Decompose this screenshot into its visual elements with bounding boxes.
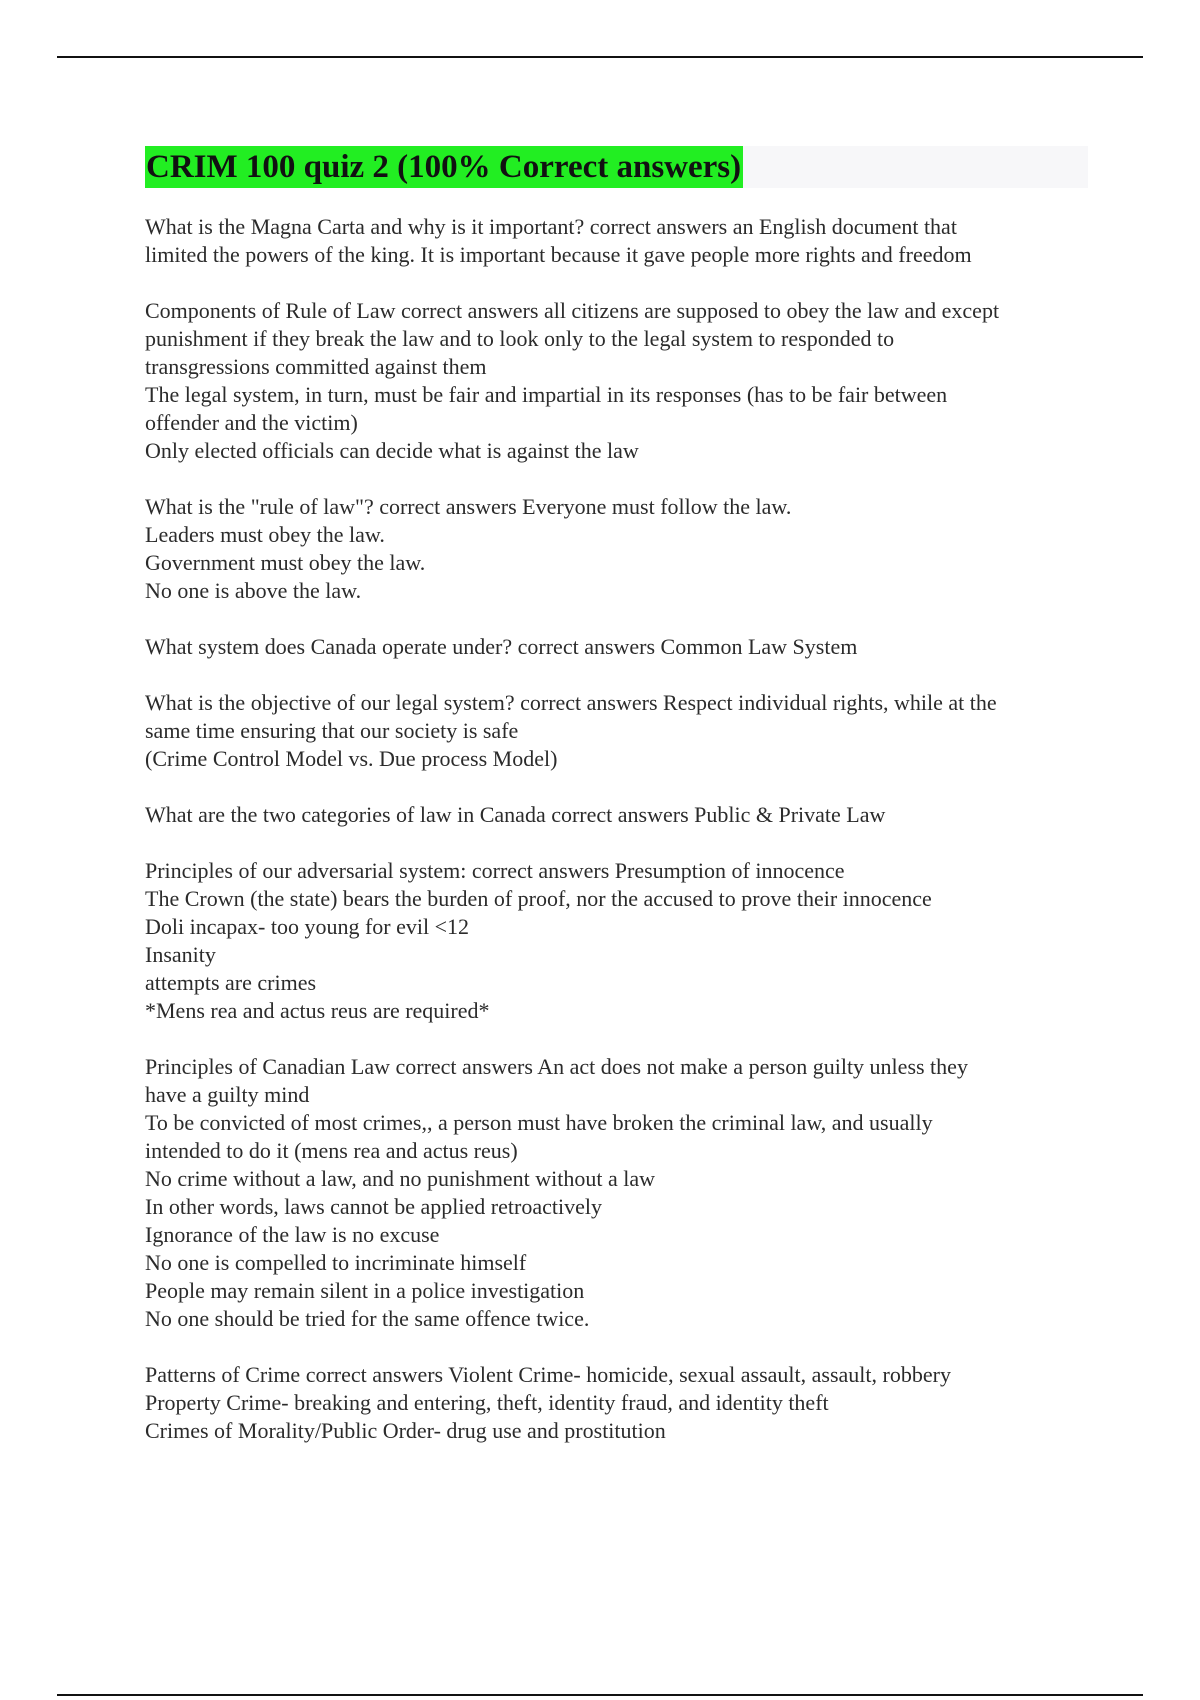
- qa-line: attempts are crimes: [145, 970, 317, 995]
- document-body: [145, 213, 1095, 1473]
- qa-line: To be convicted of most crimes,, a person must have broken the criminal law, and usually: [145, 1110, 933, 1135]
- qa-line: (Crime Control Model vs. Due process Model): [145, 746, 558, 771]
- qa-line: What is the Magna Carta and why is it important? correct answers an English document that: [145, 214, 957, 239]
- qa-line: Principles of Canadian Law correct answers An act does not make a person guilty unless they: [145, 1054, 968, 1079]
- qa-line: No one should be tried for the same offence twice.: [145, 1306, 590, 1331]
- qa-line: Crimes of Morality/Public Order- drug use and prostitution: [145, 1418, 666, 1443]
- qa-line: Leaders must obey the law.: [145, 522, 385, 547]
- qa-line: Government must obey the law.: [145, 550, 426, 575]
- qa-item: [145, 213, 1095, 269]
- qa-line: In other words, laws cannot be applied retroactively: [145, 1194, 602, 1219]
- qa-line: punishment if they break the law and to look only to the legal system to responded to: [145, 326, 895, 351]
- title-bar: [145, 146, 1088, 188]
- qa-line: What is the objective of our legal system? correct answers Respect individual rights, while at the: [145, 690, 997, 715]
- qa-line: transgressions committed against them: [145, 354, 487, 379]
- qa-line: limited the powers of the king. It is important because it gave people more rights and freedom: [145, 242, 972, 267]
- qa-line: What is the "rule of law"? correct answers Everyone must follow the law.: [145, 494, 792, 519]
- qa-line: same time ensuring that our society is safe: [145, 718, 519, 743]
- qa-line: The legal system, in turn, must be fair and impartial in its responses (has to be fair between: [145, 382, 948, 407]
- qa-item: [145, 1361, 1095, 1445]
- qa-line: Insanity: [145, 942, 216, 967]
- qa-item: [145, 493, 1095, 605]
- top-rule: [57, 56, 1143, 58]
- qa-line: Principles of our adversarial system: correct answers Presumption of innocence: [145, 858, 845, 883]
- qa-item: [145, 857, 1095, 1025]
- qa-line: People may remain silent in a police investigation: [145, 1278, 585, 1303]
- qa-line: Ignorance of the law is no excuse: [145, 1222, 440, 1247]
- qa-line: Property Crime- breaking and entering, theft, identity fraud, and identity theft: [145, 1390, 829, 1415]
- qa-line: The Crown (the state) bears the burden of proof, nor the accused to prove their innocence: [145, 886, 932, 911]
- qa-line: *Mens rea and actus reus are required*: [145, 998, 490, 1023]
- page-title: CRIM 100 quiz 2 (100% Correct answers): [145, 146, 743, 188]
- qa-line: Components of Rule of Law correct answers all citizens are supposed to obey the law and except: [145, 298, 1000, 323]
- qa-item: [145, 801, 1095, 829]
- qa-item: [145, 1053, 1095, 1333]
- qa-line: No crime without a law, and no punishment without a law: [145, 1166, 655, 1191]
- qa-line: offender and the victim): [145, 410, 358, 435]
- qa-line: Only elected officials can decide what is against the law: [145, 438, 639, 463]
- qa-line: No one is above the law.: [145, 578, 362, 603]
- qa-item: [145, 633, 1095, 661]
- qa-item: [145, 689, 1095, 773]
- qa-item: [145, 297, 1095, 465]
- qa-line: What are the two categories of law in Canada correct answers Public & Private Law: [145, 802, 886, 827]
- qa-line: Doli incapax- too young for evil <12: [145, 914, 470, 939]
- qa-line: What system does Canada operate under? correct answers Common Law System: [145, 634, 858, 659]
- qa-line: intended to do it (mens rea and actus reus): [145, 1138, 518, 1163]
- bottom-rule: [57, 1694, 1143, 1696]
- qa-line: No one is compelled to incriminate himself: [145, 1250, 527, 1275]
- qa-line: have a guilty mind: [145, 1082, 310, 1107]
- qa-line: Patterns of Crime correct answers Violent Crime- homicide, sexual assault, assault, robbery: [145, 1362, 951, 1387]
